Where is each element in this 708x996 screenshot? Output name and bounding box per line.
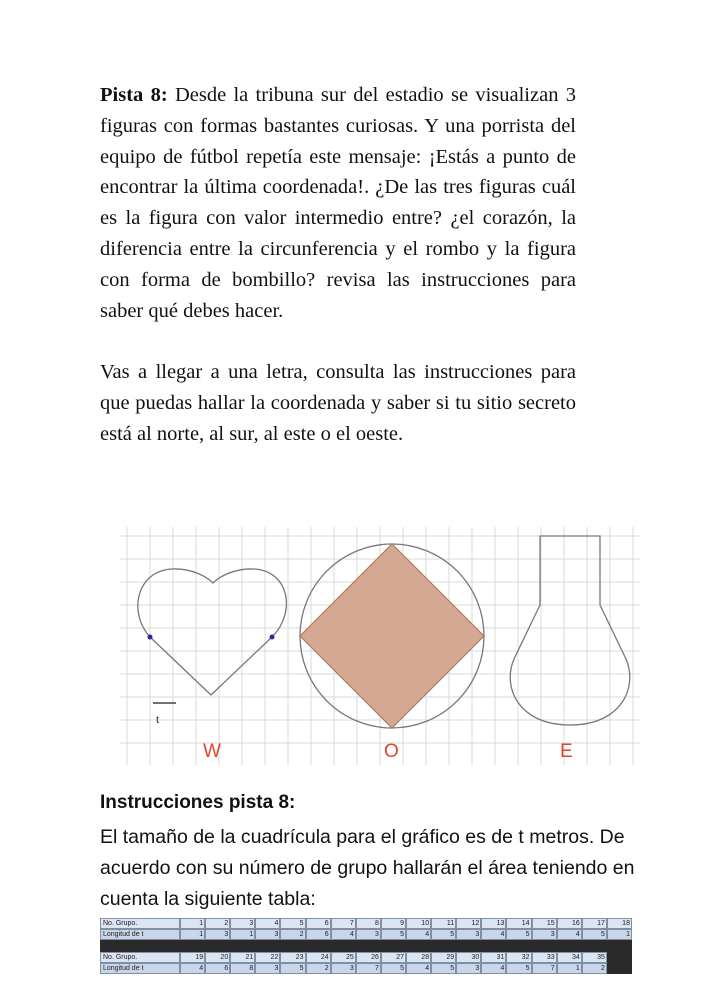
- table-cell: 7: [532, 963, 557, 974]
- table-label: Longitud de t: [100, 929, 180, 940]
- table-cell: 27: [381, 952, 406, 963]
- table-cell: 24: [306, 952, 331, 963]
- table-cell: 4: [557, 929, 582, 940]
- table-row-lengths-1: [100, 929, 632, 940]
- t-label: t: [156, 712, 160, 726]
- table-cell: 5: [582, 929, 607, 940]
- table-cell: 3: [205, 929, 230, 940]
- rhombus-shape: [300, 544, 484, 728]
- table-label: No. Grupo.: [100, 918, 180, 929]
- table-cell: 35: [582, 952, 607, 963]
- table-row-groups-2: [100, 952, 632, 963]
- table-cell: 8: [230, 963, 255, 974]
- table-cell: 8: [356, 918, 381, 929]
- table-cell: 32: [506, 952, 531, 963]
- table-cell: 6: [205, 963, 230, 974]
- instructions-title: Instrucciones pista 8:: [100, 792, 296, 813]
- group-length-table: [100, 918, 632, 974]
- heart-shape: [138, 569, 287, 695]
- table-cell: 2: [306, 963, 331, 974]
- table-cell: 9: [381, 918, 406, 929]
- table-cell: 4: [406, 929, 431, 940]
- table-cell: 5: [381, 963, 406, 974]
- table-cell: 6: [306, 929, 331, 940]
- table-cell: 3: [230, 918, 255, 929]
- clue-text-block: [100, 80, 576, 450]
- table-cell: 4: [180, 963, 205, 974]
- table-cell: 1: [180, 918, 205, 929]
- figures-diagram: [120, 527, 640, 765]
- table-cell: 2: [582, 963, 607, 974]
- table-row-lengths-2: [100, 963, 632, 974]
- table-cell: 7: [356, 963, 381, 974]
- clue-body: Desde la tribuna sur del estadio se visualizan 3 figuras con formas bastantes curiosas. Y una porrista del equipo de fútbol repetía este mensaje: ¡Estás a punto de encontrar la última coordenada!. ¿De las tres figuras cuál es la figura con valor intermedio entre? ¿el corazón, la diferencia entre la circunferencia y el rombo y la figura con forma de bombillo? revisa las instrucciones para saber qué debes hacer.: [100, 84, 576, 322]
- table-cell: 16: [557, 918, 582, 929]
- table-cell: 33: [532, 952, 557, 963]
- table-cell: 5: [431, 963, 456, 974]
- letter-e: E: [560, 741, 573, 762]
- table-cell: 5: [280, 963, 305, 974]
- table-label: No. Grupo.: [100, 952, 180, 963]
- table-cell: 23: [280, 952, 305, 963]
- table-cell: 17: [582, 918, 607, 929]
- clue-paragraph-2: Vas a llegar a una letra, consulta las instrucciones para que puedas hallar la coordenada y saber si tu sitio secreto está al norte, al sur, al este o el oeste.: [100, 361, 576, 445]
- table-label: Longitud de t: [100, 963, 180, 974]
- table-cell: 1: [557, 963, 582, 974]
- instructions-text: El tamaño de la cuadrícula para el gráfico es de t metros. De acuerdo con su número de grupo hallarán el área teniendo en cuenta la siguiente tabla:: [100, 826, 635, 910]
- table-cell: 3: [255, 963, 280, 974]
- table-cell-empty: [607, 952, 632, 963]
- table-cell: 10: [406, 918, 431, 929]
- table-cell: 29: [431, 952, 456, 963]
- table-cell: 5: [381, 929, 406, 940]
- table-cell: 3: [331, 963, 356, 974]
- table-cell: 4: [331, 929, 356, 940]
- table-cell: 1: [230, 929, 255, 940]
- table-cell: 5: [506, 963, 531, 974]
- table-cell: 3: [356, 929, 381, 940]
- table-cell: 31: [481, 952, 506, 963]
- table-cell-empty: [607, 963, 632, 974]
- table-separator: [100, 940, 632, 952]
- heart-right-point: [270, 635, 275, 640]
- table-cell: 19: [180, 952, 205, 963]
- table-cell: 3: [255, 929, 280, 940]
- table-cell: 21: [230, 952, 255, 963]
- table-cell: 3: [456, 929, 481, 940]
- table-cell: 5: [431, 929, 456, 940]
- heart-left-point: [148, 635, 153, 640]
- table-cell: 1: [607, 929, 632, 940]
- table-cell: 7: [331, 918, 356, 929]
- clue-title: Pista 8:: [100, 84, 168, 106]
- table-cell: 15: [532, 918, 557, 929]
- table-cell: 18: [607, 918, 632, 929]
- table-cell: 2: [280, 929, 305, 940]
- table-cell: 26: [356, 952, 381, 963]
- table-cell: 4: [255, 918, 280, 929]
- table-cell: 20: [205, 952, 230, 963]
- table-cell: 34: [557, 952, 582, 963]
- table-cell: 30: [456, 952, 481, 963]
- table-cell: 4: [481, 963, 506, 974]
- table-row-groups-1: [100, 918, 632, 929]
- table-cell: 28: [406, 952, 431, 963]
- table-cell: 5: [506, 929, 531, 940]
- table-cell: 3: [456, 963, 481, 974]
- table-cell: 11: [431, 918, 456, 929]
- table-cell: 1: [180, 929, 205, 940]
- letter-w: W: [203, 741, 221, 762]
- letter-o: O: [384, 741, 399, 762]
- table-cell: 3: [532, 929, 557, 940]
- table-cell: 12: [456, 918, 481, 929]
- table-cell: 13: [481, 918, 506, 929]
- table-cell: 22: [255, 952, 280, 963]
- table-cell: 4: [406, 963, 431, 974]
- table-cell: 25: [331, 952, 356, 963]
- table-cell: 14: [506, 918, 531, 929]
- table-cell: 2: [205, 918, 230, 929]
- table-cell: 4: [481, 929, 506, 940]
- table-cell: 6: [306, 918, 331, 929]
- clue-paragraph-1: [100, 80, 576, 326]
- table-cell: 5: [280, 918, 305, 929]
